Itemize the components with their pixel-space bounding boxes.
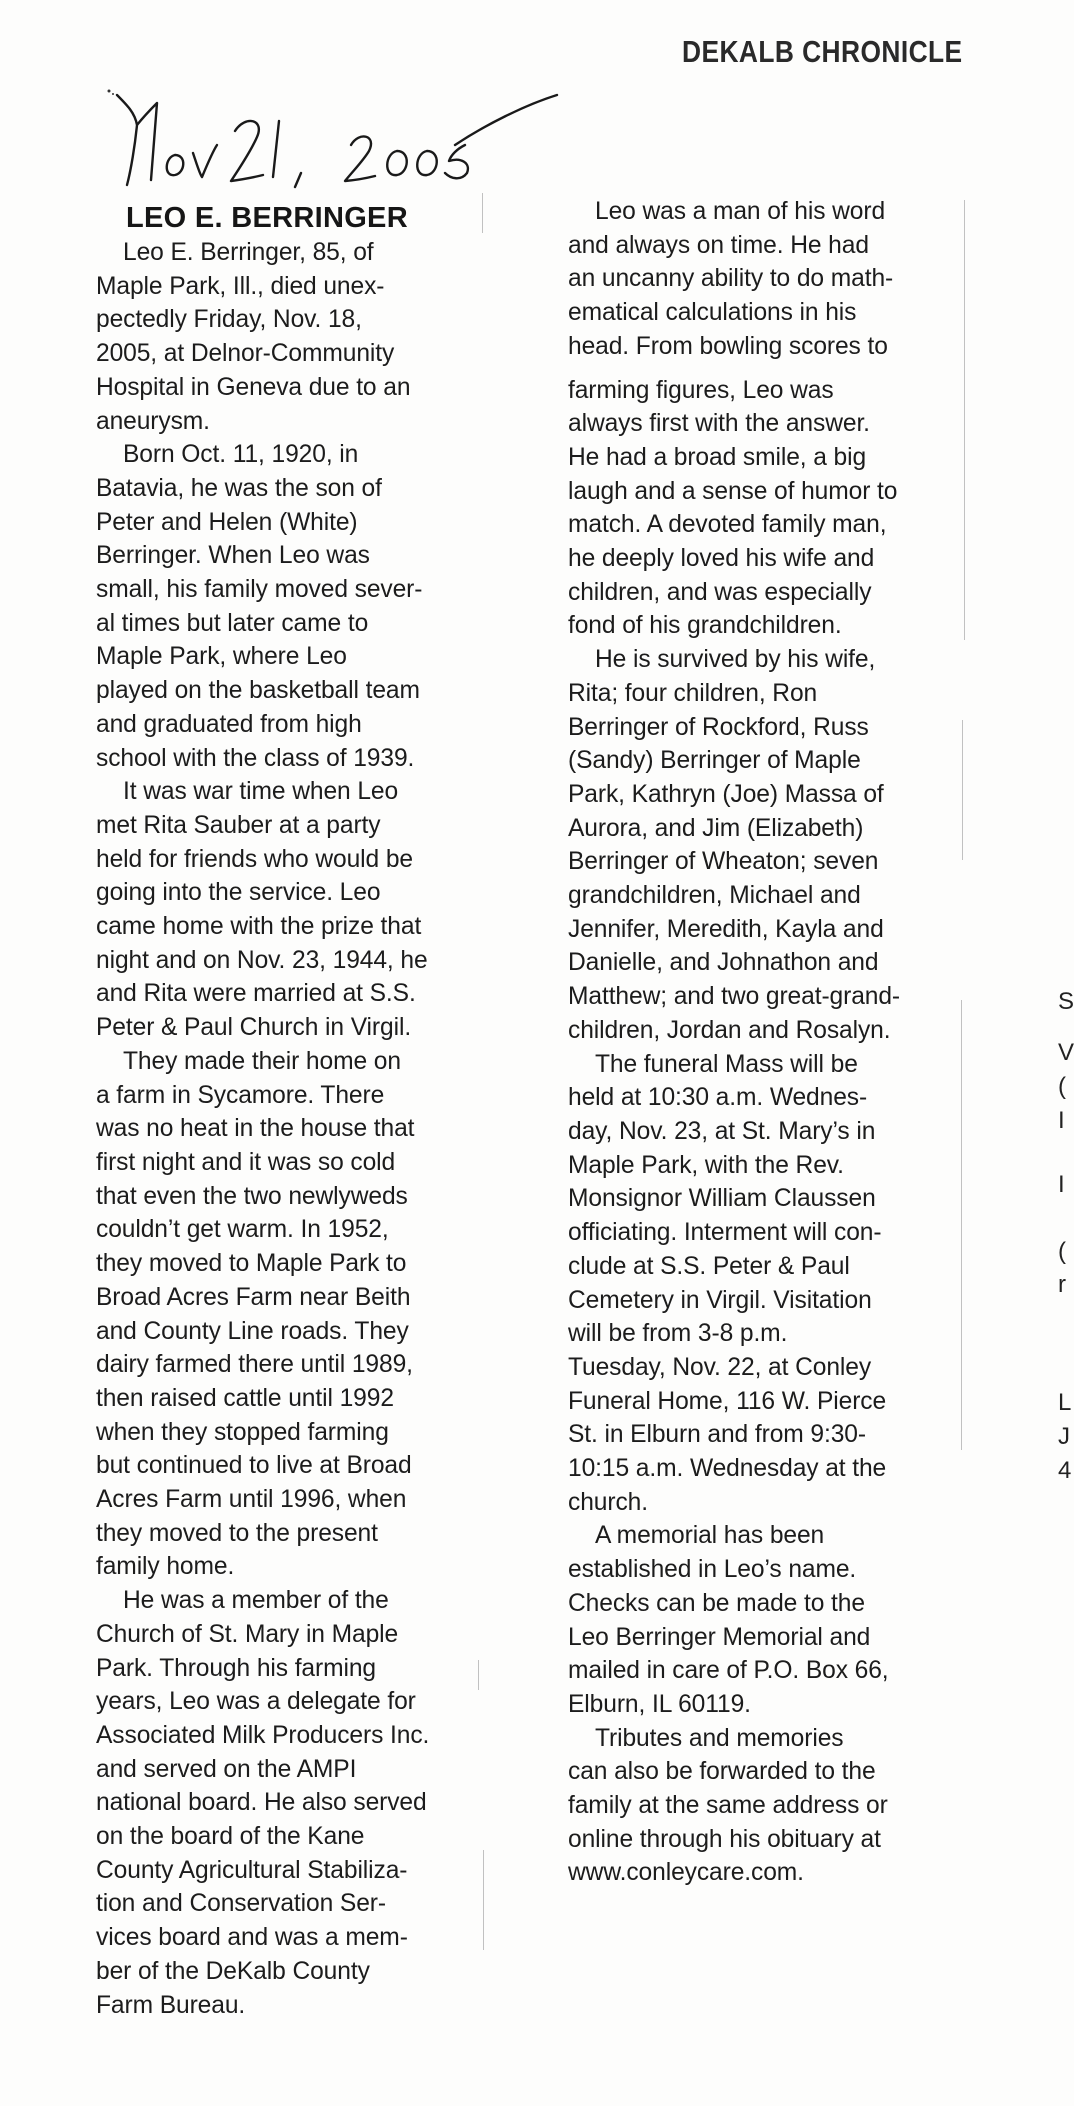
text-line: Church of St. Mary in Maple (96, 1620, 399, 1648)
handwritten-date-ink (105, 85, 565, 195)
right-column-text (568, 195, 973, 1890)
newspaper-masthead: DEKALB CHRONICLE (682, 34, 963, 69)
text-line: al times but later came to (96, 609, 369, 637)
left-column-text (96, 236, 496, 2022)
text-line: will be from 3-8 p.m. (568, 1320, 788, 1348)
text-line: They made their home on (123, 1047, 401, 1075)
text-line: Tuesday, Nov. 22, at Conley (568, 1353, 872, 1381)
text-line: a farm in Sycamore. There (96, 1081, 385, 1109)
text-line: Berringer of Wheaton; seven (568, 848, 879, 876)
text-line: Matthew; and two great-grand- (568, 983, 901, 1011)
text-line: then raised cattle until 1992 (96, 1384, 394, 1412)
text-line: played on the basketball team (96, 677, 420, 705)
text-line: Tributes and memories (595, 1724, 844, 1752)
obituary-column-left (96, 200, 496, 2022)
text-line: ber of the DeKalb County (96, 1957, 370, 1985)
text-line: It was war time when Leo (123, 778, 399, 806)
handwritten-date (105, 85, 565, 195)
text-line: tion and Conservation Ser- (96, 1890, 386, 1918)
text-line: Batavia, he was the son of (96, 474, 382, 502)
text-line: Berringer. When Leo was (96, 542, 370, 570)
text-line: Farm Bureau. (96, 1991, 246, 2019)
edge-fragment: ( (1058, 1073, 1066, 1100)
text-line: years, Leo was a delegate for (96, 1688, 416, 1716)
text-line: Danielle, and Johnathon and (568, 949, 879, 977)
text-line: church. (568, 1488, 648, 1516)
edge-fragment: ( (1058, 1238, 1066, 1265)
text-line: school with the class of 1939. (96, 744, 415, 772)
obituary-headline: LEO E. BERRINGER (126, 202, 408, 234)
text-line: when they stopped farming (96, 1418, 389, 1446)
text-line: Park. Through his farming (96, 1654, 377, 1682)
text-line: Cemetery in Virgil. Visitation (568, 1286, 872, 1314)
text-line: grandchildren, Michael and (568, 882, 861, 910)
text-line: head. From bowling scores to (568, 332, 888, 360)
text-line: couldn’t get warm. In 1952, (96, 1216, 389, 1244)
text-line: Broad Acres Farm near Beith (96, 1283, 411, 1311)
edge-fragment: 4 (1058, 1457, 1072, 1484)
text-line: The funeral Mass will be (595, 1050, 858, 1078)
text-line: officiating. Interment will con- (568, 1219, 882, 1247)
text-line: pectedly Friday, Nov. 18, (96, 306, 362, 334)
text-line: night and on Nov. 23, 1944, he (96, 946, 428, 974)
text-line: aneurysm. (96, 407, 210, 435)
text-line: but continued to live at Broad (96, 1452, 412, 1480)
text-line: family at the same address or (568, 1792, 888, 1820)
text-line: they moved to the present (96, 1519, 378, 1547)
text-line: met Rita Sauber at a party (96, 811, 381, 839)
text-line: farming figures, Leo was (568, 376, 834, 404)
text-line: Peter and Helen (White) (96, 508, 358, 536)
text-line: 2005, at Delnor-Community (96, 340, 395, 368)
text-line: Peter & Paul Church in Virgil. (96, 1014, 412, 1042)
text-line: Rita; four children, Ron (568, 679, 818, 707)
text-line: first night and it was so cold (96, 1148, 396, 1176)
text-line: fond of his grandchildren. (568, 612, 842, 640)
text-line: Maple Park, where Leo (96, 643, 347, 671)
edge-fragment: J (1058, 1423, 1070, 1450)
edge-fragment: I (1058, 1171, 1065, 1198)
text-line: held for friends who would be (96, 845, 414, 873)
text-line: dairy farmed there until 1989, (96, 1351, 413, 1379)
text-line: match. A devoted family man, (568, 511, 887, 539)
text-line: and County Line roads. They (96, 1317, 409, 1345)
text-line: www.conleycare.com. (568, 1859, 804, 1887)
text-line: Acres Farm until 1996, when (96, 1486, 407, 1514)
text-line: Aurora, and Jim (Elizabeth) (568, 814, 864, 842)
text-line: Associated Milk Producers Inc. (96, 1721, 430, 1749)
text-line: children, Jordan and Rosalyn. (568, 1016, 891, 1044)
text-line: always first with the answer. (568, 410, 870, 438)
text-line: Monsignor William Claussen (568, 1185, 876, 1213)
text-line: A memorial has been (595, 1522, 825, 1550)
text-line: and Rita were married at S.S. (96, 980, 416, 1008)
text-line: St. in Elburn and from 9:30- (568, 1421, 866, 1449)
text-line: Maple Park, with the Rev. (568, 1151, 844, 1179)
text-line: (Sandy) Berringer of Maple (568, 747, 861, 775)
text-line: small, his family moved sever- (96, 576, 423, 604)
text-line: they moved to Maple Park to (96, 1250, 407, 1278)
text-line: day, Nov. 23, at St. Mary’s in (568, 1117, 876, 1145)
text-line: going into the service. Leo (96, 879, 381, 907)
text-line: Maple Park, Ill., died unex- (96, 272, 385, 300)
edge-fragment: r (1058, 1271, 1066, 1298)
text-line: laugh and a sense of humor to (568, 477, 898, 505)
text-line: on the board of the Kane (96, 1823, 365, 1851)
text-line: He is survived by his wife, (595, 646, 876, 674)
text-line: children, and was especially (568, 578, 872, 606)
text-line: Born Oct. 11, 1920, in (123, 441, 359, 469)
text-line: Leo E. Berringer, 85, of (123, 239, 374, 266)
text-line: he deeply loved his wife and (568, 545, 875, 573)
text-line: County Agricultural Stabiliza- (96, 1856, 408, 1884)
obituary-column-right (568, 195, 973, 1890)
text-line: mailed in care of P.O. Box 66, (568, 1657, 889, 1685)
text-line: that even the two newlyweds (96, 1182, 408, 1210)
text-line: came home with the prize that (96, 913, 422, 941)
text-line: was no heat in the house that (96, 1115, 415, 1143)
text-line: ematical calculations in his (568, 299, 857, 327)
text-line: He was a member of the (123, 1587, 389, 1615)
text-line: and served on the AMPI (96, 1755, 357, 1783)
text-line: He had a broad smile, a big (568, 443, 867, 471)
edge-fragment: I (1058, 1107, 1065, 1134)
edge-fragment: V (1058, 1039, 1074, 1066)
text-line: an uncanny ability to do math- (568, 265, 894, 293)
text-line: Leo was a man of his word (595, 198, 886, 225)
text-line: national board. He also served (96, 1789, 427, 1817)
text-line: and graduated from high (96, 710, 362, 738)
text-line: Leo Berringer Memorial and (568, 1623, 871, 1651)
text-line: Elburn, IL 60119. (568, 1690, 751, 1718)
text-line: and always on time. He had (568, 231, 869, 259)
text-line: Hospital in Geneva due to an (96, 373, 411, 401)
text-line: Checks can be made to the (568, 1589, 865, 1617)
text-line: established in Leo’s name. (568, 1556, 857, 1584)
text-line: Funeral Home, 116 W. Pierce (568, 1387, 887, 1415)
edge-fragment: L (1058, 1389, 1072, 1416)
text-line: vices board and was a mem- (96, 1924, 408, 1952)
text-line: clude at S.S. Peter & Paul (568, 1252, 850, 1280)
paste-gap (568, 364, 973, 374)
text-line: Jennifer, Meredith, Kayla and (568, 915, 884, 943)
text-line: online through his obituary at (568, 1825, 881, 1853)
text-line: can also be forwarded to the (568, 1758, 876, 1786)
text-line: Park, Kathryn (Joe) Massa of (568, 780, 884, 808)
edge-fragment: S (1058, 988, 1074, 1015)
text-line: held at 10:30 a.m. Wednes- (568, 1084, 868, 1112)
text-line: family home. (96, 1553, 235, 1581)
text-line: 10:15 a.m. Wednesday at the (568, 1455, 887, 1483)
text-line: Berringer of Rockford, Russ (568, 713, 869, 741)
